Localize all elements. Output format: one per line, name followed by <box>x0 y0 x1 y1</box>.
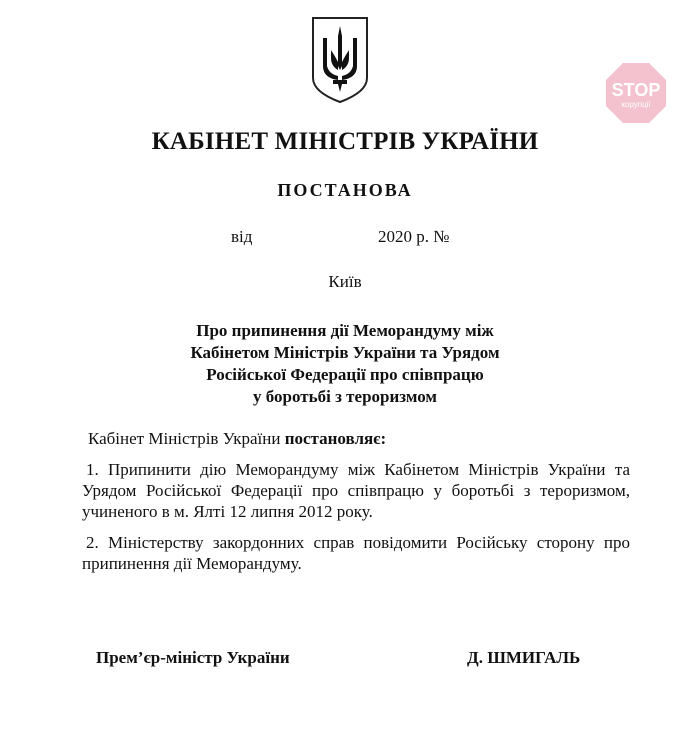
svg-text:корупції: корупції <box>621 100 651 109</box>
resolution-title <box>0 320 690 408</box>
organization-title: КАБІНЕТ МІНІСТРІВ УКРАЇНИ <box>151 128 539 155</box>
svg-text:STOP: STOP <box>611 80 661 100</box>
stop-corruption-stamp <box>605 62 667 124</box>
intro-text: Кабінет Міністрів України <box>88 429 285 448</box>
signatory-name: Д. ШМИГАЛЬ <box>467 648 581 667</box>
signatory-position: Прем’єр-міністр України <box>96 648 290 667</box>
intro-decree: постановляє: <box>284 429 387 448</box>
city: Київ <box>328 272 362 291</box>
date-number: 2020 р. № <box>378 227 450 246</box>
from-label: від <box>231 227 253 246</box>
item-paragraph: 1. Припинити дію Меморандуму між Кабінетом Міністрів України та Урядом Російської Федерації про співпрацю у боротьбі з тероризмом, учиненого в м. Ялті 12 липня 2012 року. <box>82 460 630 521</box>
title-line: Кабінетом Міністрів України та Урядом <box>190 343 500 362</box>
document-type: ПОСТАНОВА <box>277 180 413 200</box>
intro-paragraph <box>82 428 630 449</box>
coat-of-arms-icon <box>311 16 369 104</box>
item-paragraph: 2. Міністерству закордонних справ повідомити Російську сторону про припинення дії Меморандуму. <box>82 533 630 573</box>
title-line: Російської Федерації про співпрацю <box>206 365 484 384</box>
title-line: у боротьбі з тероризмом <box>253 387 437 406</box>
resolution-body <box>82 428 630 584</box>
title-line: Про припинення дії Меморандуму між <box>196 321 494 340</box>
